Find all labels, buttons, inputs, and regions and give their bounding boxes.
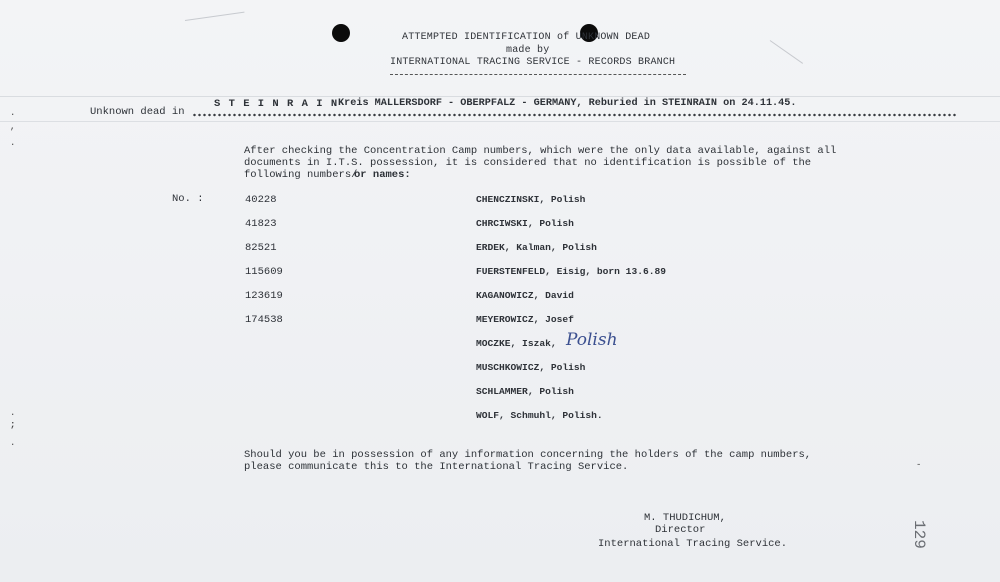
number-label: No. : xyxy=(172,193,204,205)
camp-number: 82521 xyxy=(245,242,277,254)
margin-mark: · xyxy=(10,440,16,450)
person-name: MUSCHKOWICZ, Polish xyxy=(476,362,586,373)
intro-line-2: documents in I.T.S. possession, it is considered that no identification is possible of the xyxy=(244,157,812,169)
margin-mark: - xyxy=(916,460,922,470)
fold-crease xyxy=(0,96,1000,97)
person-name: MEYEROWICZ, Josef xyxy=(476,314,574,325)
handwritten-note: Polish xyxy=(566,330,618,350)
closing-line-2: please communicate this to the International Tracing Service. xyxy=(244,461,629,473)
header-made-by: made by xyxy=(506,45,550,56)
place-name: S T E I N R A I N xyxy=(214,98,339,110)
margin-page-number: 129 xyxy=(910,520,928,549)
fold-crease xyxy=(770,40,803,64)
camp-number: 174538 xyxy=(245,314,283,326)
fold-crease xyxy=(0,121,1000,122)
closing-line-1: Should you be in possession of any information concerning the holders of the camp numbers, xyxy=(244,449,812,461)
margin-mark: , xyxy=(10,122,16,132)
camp-number: 115609 xyxy=(245,266,283,278)
unknown-dead-label: Unknown dead in xyxy=(90,106,185,118)
margin-mark: · xyxy=(10,410,16,420)
camp-number: 41823 xyxy=(245,218,277,230)
header-organization: INTERNATIONAL TRACING SERVICE - RECORDS BRANCH xyxy=(390,57,676,68)
signatory-organization: International Tracing Service. xyxy=(598,538,788,550)
person-name: CHRCIWSKI, Polish xyxy=(476,218,574,229)
margin-mark: · xyxy=(10,110,16,120)
person-name: SCHLAMMER, Polish xyxy=(476,386,574,397)
intro-line-1: After checking the Concentration Camp numbers, which were the only data available, against all xyxy=(244,145,837,157)
person-name: KAGANOWICZ, David xyxy=(476,290,574,301)
header-title: ATTEMPTED IDENTIFICATION of UNKNOWN DEAD xyxy=(402,32,651,43)
person-name: WOLF, Schmuhl, Polish. xyxy=(476,410,603,421)
margin-mark: · xyxy=(10,140,16,150)
intro-line-3-names: or names: xyxy=(354,169,411,181)
camp-number: 123619 xyxy=(245,290,283,302)
dotted-leader xyxy=(192,113,957,117)
intro-line-3: following numbers/ xyxy=(244,169,358,181)
header-underline xyxy=(390,74,686,75)
fold-crease xyxy=(185,12,245,21)
person-name: ERDEK, Kalman, Polish xyxy=(476,242,597,253)
signatory-title: Director xyxy=(655,524,706,536)
camp-number: 40228 xyxy=(245,194,277,206)
person-name: CHENCZINSKI, Polish xyxy=(476,194,586,205)
person-name: FUERSTENFELD, Eisig, born 13.6.89 xyxy=(476,266,666,277)
location-details: Kreis MALLERSDORF - OBERPFALZ - GERMANY, Reburied in STEINRAIN on 24.11.45. xyxy=(338,98,797,109)
margin-mark: ; xyxy=(10,420,16,430)
punch-hole-left xyxy=(332,24,350,42)
signatory-name: M. THUDICHUM, xyxy=(644,512,726,524)
person-name: MOCZKE, Iszak, xyxy=(476,338,557,349)
